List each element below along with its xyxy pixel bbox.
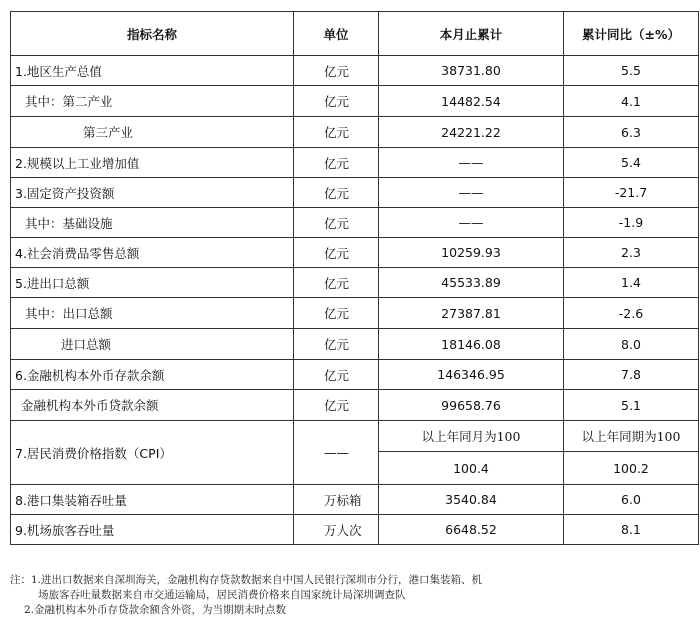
- yoy-cell: -2.6: [564, 298, 699, 329]
- unit-cell: ——: [294, 421, 379, 485]
- value-cell: 99658.76: [379, 390, 564, 421]
- table-row: [11, 485, 699, 515]
- header-indicator-name: 指标名称: [11, 12, 294, 56]
- yoy-cell: 1.4: [564, 268, 699, 298]
- indicator-name: 金融机构本外币贷款余额: [11, 390, 294, 421]
- table-row: [11, 117, 699, 148]
- yoy-cell: -21.7: [564, 178, 699, 208]
- unit-cell: 亿元: [294, 238, 379, 268]
- indicator-name: 进口总额: [11, 329, 294, 360]
- statistics-table: [10, 11, 699, 545]
- footnotes: [10, 573, 690, 618]
- value-cell: 38731.80: [379, 56, 564, 86]
- indicator-name: 2.规模以上工业增加值: [11, 148, 294, 178]
- indicator-name: 第三产业: [11, 117, 294, 148]
- value-cell: 45533.89: [379, 268, 564, 298]
- indicator-name: 7.居民消费价格指数（CPI）: [11, 421, 294, 485]
- table-row: [11, 238, 699, 268]
- yoy-cell: 8.0: [564, 329, 699, 360]
- table-row: [11, 268, 699, 298]
- value-cell: 100.4: [379, 452, 564, 485]
- yoy-cell: 2.3: [564, 238, 699, 268]
- value-cell: 146346.95: [379, 360, 564, 390]
- value-cell: 18146.08: [379, 329, 564, 360]
- table-row: [11, 148, 699, 178]
- unit-cell: 万标箱: [294, 485, 379, 515]
- cpi-row: [11, 421, 699, 452]
- value-cell: 6648.52: [379, 515, 564, 545]
- indicator-name: 9.机场旅客吞吐量: [11, 515, 294, 545]
- table-row: [11, 515, 699, 545]
- yoy-cell: 7.8: [564, 360, 699, 390]
- yoy-cell: 100.2: [564, 452, 699, 485]
- unit-cell: 亿元: [294, 360, 379, 390]
- unit-cell: 亿元: [294, 86, 379, 117]
- value-cell: ——: [379, 178, 564, 208]
- table-row: [11, 56, 699, 86]
- unit-cell: 亿元: [294, 268, 379, 298]
- footnote-line-3: 2.金融机构本外币存贷款余额含外资，为当期期末时点数: [24, 604, 287, 616]
- value-cell: ——: [379, 208, 564, 238]
- yoy-cell: 6.3: [564, 117, 699, 148]
- cpi-yoy-basis: 以上年同期为100: [564, 421, 699, 452]
- value-cell: 24221.22: [379, 117, 564, 148]
- yoy-cell: -1.9: [564, 208, 699, 238]
- table-row: [11, 390, 699, 421]
- indicator-name: 6.金融机构本外币存款余额: [11, 360, 294, 390]
- table-header-row: [11, 12, 699, 56]
- value-cell: 14482.54: [379, 86, 564, 117]
- yoy-cell: 8.1: [564, 515, 699, 545]
- indicator-name: 1.地区生产总值: [11, 56, 294, 86]
- unit-cell: 亿元: [294, 208, 379, 238]
- value-cell: 10259.93: [379, 238, 564, 268]
- unit-cell: 万人次: [294, 515, 379, 545]
- indicator-name: 8.港口集装箱吞吐量: [11, 485, 294, 515]
- table-row: [11, 329, 699, 360]
- unit-cell: 亿元: [294, 117, 379, 148]
- value-cell: 27387.81: [379, 298, 564, 329]
- unit-cell: 亿元: [294, 56, 379, 86]
- header-yoy-change: 累计同比（±%）: [564, 12, 699, 56]
- unit-cell: 亿元: [294, 178, 379, 208]
- indicator-name: 3.固定资产投资额: [11, 178, 294, 208]
- table-row: [11, 208, 699, 238]
- indicator-name: 5.进出口总额: [11, 268, 294, 298]
- unit-cell: 亿元: [294, 148, 379, 178]
- indicator-name: 4.社会消费品零售总额: [11, 238, 294, 268]
- cpi-value-basis: 以上年同月为100: [379, 421, 564, 452]
- unit-cell: 亿元: [294, 329, 379, 360]
- indicator-name: 其中：第二产业: [11, 86, 294, 117]
- indicator-name: 其中：基础设施: [11, 208, 294, 238]
- yoy-cell: 5.1: [564, 390, 699, 421]
- footnote-line-2: 场旅客吞吐量数据来自市交通运输局，居民消费价格来自国家统计局深圳调查队: [38, 589, 406, 601]
- table-row: [11, 360, 699, 390]
- unit-cell: 亿元: [294, 298, 379, 329]
- header-cumulative-value: 本月止累计: [379, 12, 564, 56]
- table-row: [11, 178, 699, 208]
- indicator-name: 其中：出口总额: [11, 298, 294, 329]
- table-row: [11, 298, 699, 329]
- yoy-cell: 5.4: [564, 148, 699, 178]
- value-cell: ——: [379, 148, 564, 178]
- yoy-cell: 6.0: [564, 485, 699, 515]
- yoy-cell: 4.1: [564, 86, 699, 117]
- yoy-cell: 5.5: [564, 56, 699, 86]
- value-cell: 3540.84: [379, 485, 564, 515]
- footnote-line-1: 注：1.进出口数据来自深圳海关，金融机构存贷款数据来自中国人民银行深圳市分行，港口集装箱、机: [10, 574, 483, 586]
- header-unit: 单位: [294, 12, 379, 56]
- unit-cell: 亿元: [294, 390, 379, 421]
- table-row: [11, 86, 699, 117]
